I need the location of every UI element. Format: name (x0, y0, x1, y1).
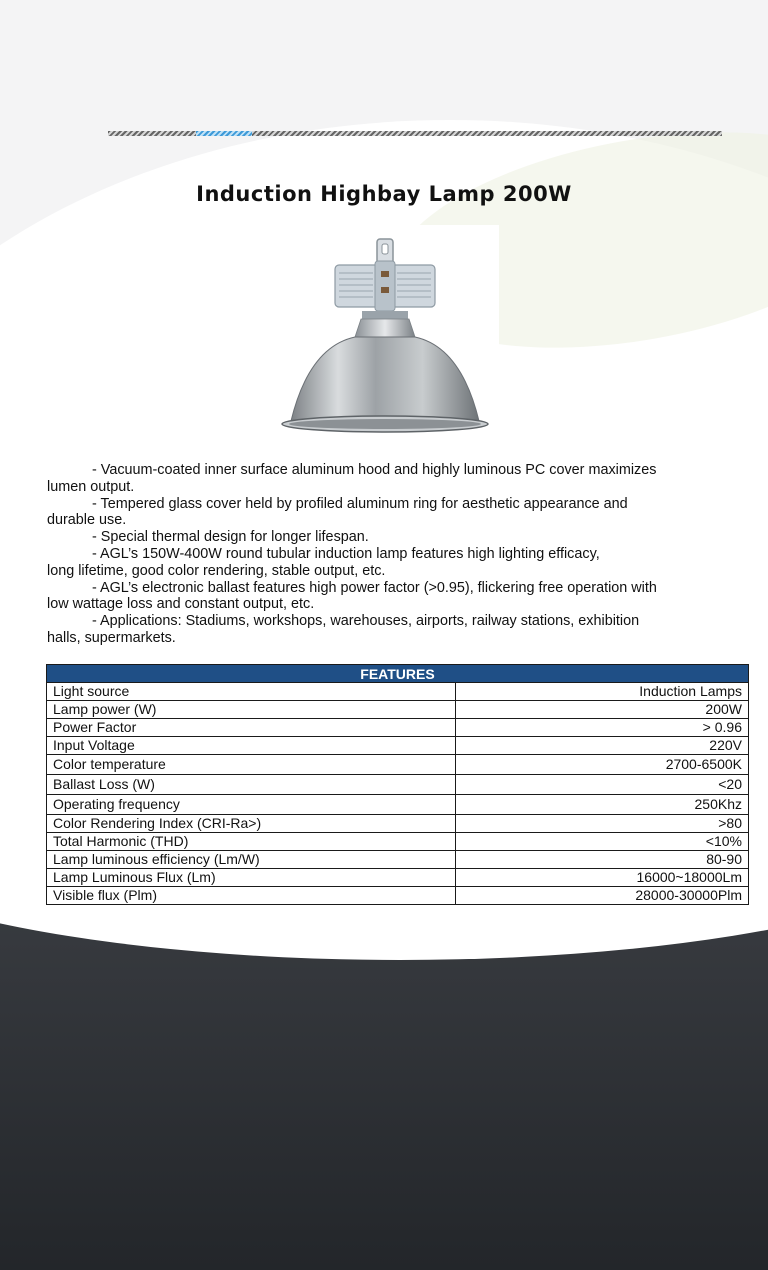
feature-label: Visible flux (Plm) (47, 887, 456, 905)
description-line: - AGL’s 150W-400W round tubular induction lamp features high lighting efficacy, (92, 545, 600, 562)
description-line: low wattage loss and constant output, etc. (47, 596, 315, 613)
feature-value: 80-90 (456, 851, 749, 869)
feature-label: Lamp power (W) (47, 701, 456, 719)
table-row (47, 815, 749, 833)
feature-value: 28000-30000Plm (456, 887, 749, 905)
feature-label: Power Factor (47, 719, 456, 737)
description-line: lumen output. (47, 478, 135, 495)
page-title: Induction Highbay Lamp 200W (196, 182, 572, 206)
feature-label: Light source (47, 683, 456, 701)
header-stripe-accent (196, 131, 252, 136)
description-line: - Vacuum-coated inner surface aluminum hood and highly luminous PC cover maximizes (92, 462, 657, 478)
table-row (47, 719, 749, 737)
feature-label: Color Rendering Index (CRI-Ra>) (47, 815, 456, 833)
feature-label: Lamp luminous efficiency (Lm/W) (47, 851, 456, 869)
feature-value: >80 (456, 815, 749, 833)
description-line: halls, supermarkets. (47, 629, 176, 646)
description-line: - Applications: Stadiums, workshops, warehouses, airports, railway stations, exhibition (92, 613, 640, 630)
feature-value: 200W (456, 701, 749, 719)
features-header: FEATURES (47, 665, 749, 683)
feature-value: 2700-6500K (456, 755, 749, 775)
highbay-lamp-icon (269, 225, 499, 443)
feature-label: Lamp Luminous Flux (Lm) (47, 869, 456, 887)
table-row (47, 795, 749, 815)
feature-value: 220V (456, 737, 749, 755)
description-line: - Tempered glass cover held by profiled aluminum ring for aesthetic appearance and (92, 495, 628, 512)
feature-value: 250Khz (456, 795, 749, 815)
product-image (269, 225, 499, 443)
feature-value: Induction Lamps (456, 683, 749, 701)
feature-value: <10% (456, 833, 749, 851)
table-row (47, 755, 749, 775)
table-row (47, 887, 749, 905)
feature-label: Ballast Loss (W) (47, 775, 456, 795)
feature-value: 16000~18000Lm (456, 869, 749, 887)
product-description (47, 462, 737, 647)
feature-label: Total Harmonic (THD) (47, 833, 456, 851)
feature-label: Operating frequency (47, 795, 456, 815)
description-line: long lifetime, good color rendering, stable output, etc. (47, 562, 386, 579)
table-row (47, 701, 749, 719)
feature-value: <20 (456, 775, 749, 795)
description-line: - AGL’s electronic ballast features high power factor (>0.95), flickering free operation with (92, 579, 657, 596)
table-row (47, 833, 749, 851)
features-header-row (47, 665, 749, 683)
description-line: - Special thermal design for longer lifespan. (92, 529, 369, 546)
table-row (47, 851, 749, 869)
table-row (47, 869, 749, 887)
feature-value: > 0.96 (456, 719, 749, 737)
table-row (47, 683, 749, 701)
description-line: durable use. (47, 512, 127, 529)
features-table (46, 664, 749, 905)
table-row (47, 737, 749, 755)
feature-label: Input Voltage (47, 737, 456, 755)
table-row (47, 775, 749, 795)
feature-label: Color temperature (47, 755, 456, 775)
